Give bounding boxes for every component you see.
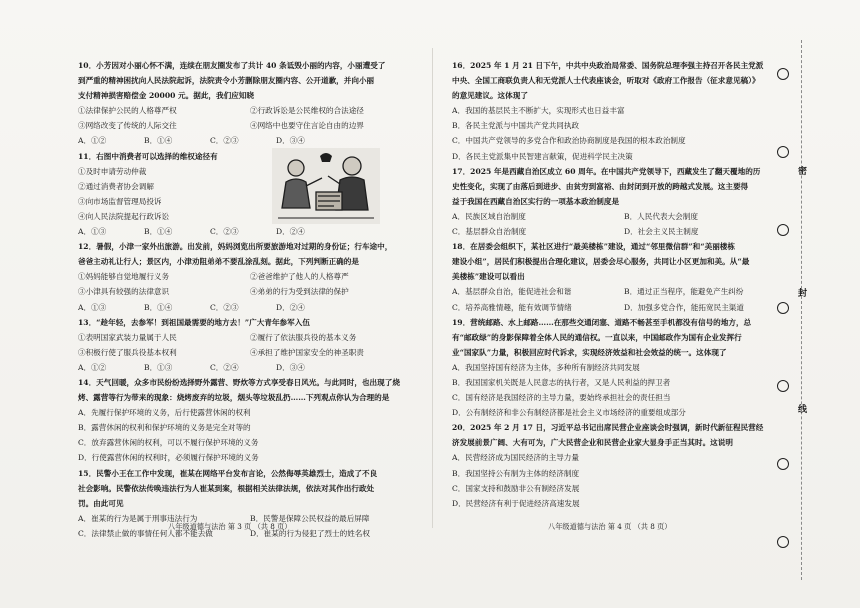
answer-choice: D．③④ xyxy=(276,136,305,146)
option-line: C．国家支持和鼓励非公有制经济发展 xyxy=(452,483,580,493)
question-stem-line: 建设小组”，居民们积极提出合理化建议，居委会尽心服务，共同让小区更加和美。从“最 xyxy=(452,257,750,267)
option-text: ②行政诉讼是公民维权的合法途径 xyxy=(250,106,364,116)
consumer-dispute-illustration xyxy=(272,148,380,224)
answer-choice-row xyxy=(78,133,410,148)
option-row xyxy=(78,118,410,133)
question-stem-line: 中央、全国工商联负责人和无党派人士代表座谈会，听取对《政府工作报告（征求意见稿）》 xyxy=(452,76,760,86)
question-stem-line: 烤、露营等行为带来的现象：烧烤废弃的垃圾，烟头等垃圾乱扔……下列观点你认为合理的是 xyxy=(78,393,390,403)
question-stem-line: 史性变化，实现了由落后到进步、由贫穷到富裕、由封闭到开放的跨越式发展。这主要得 xyxy=(452,181,749,191)
option-text: ①妈妈能够自觉地履行义务 xyxy=(78,272,170,282)
question-stem-line: 济发展前景广阔、大有可为，广大民营企业和民营企业家大显身手正当其时。这说明 xyxy=(452,438,733,448)
option-line: ④向人民法院提起行政诉讼 xyxy=(78,211,170,221)
option-line: ②通过消费者协会调解 xyxy=(78,181,154,191)
option-line: A．先履行保护环境的义务，后行使露营休闲的权利 xyxy=(78,408,251,418)
option-line: D．民营经济有利于促进经济高速发展 xyxy=(452,498,580,508)
answer-choice: B．①④ xyxy=(144,136,173,146)
option-line: C．放弃露营休闲的权利，可以不履行保护环境的义务 xyxy=(78,438,259,448)
question-stem-line: 16．2025 年 1 月 21 日下午，中共中央政治局常委、国务院总理李强主持召开各民主党派 xyxy=(452,61,764,70)
answer-choice: D．③④ xyxy=(276,362,305,372)
binding-cut-line xyxy=(801,40,802,580)
question-stem-line: 益于我国在西藏自治区实行的一项基本政治制度是 xyxy=(452,196,620,206)
option-text: ②爸爸维护了他人的人格尊严 xyxy=(250,272,349,282)
option-row xyxy=(78,345,410,360)
option-text: A．崔某的行为是属于刑事违法行为 xyxy=(78,513,198,523)
answer-choice: C．②③ xyxy=(210,136,239,146)
question-stem-line: 到严重的精神困扰向人民法院起诉，法院责令小芳删除朋友圈内容、公开道歉，并向小丽 xyxy=(78,76,375,86)
question-stem-line: 10．小芳因对小丽心怀不满，连续在朋友圈发布了共计 40 条诋毁小丽的内容，小丽遭受了 xyxy=(78,61,386,70)
answer-choice: D．②④ xyxy=(276,227,305,237)
option-row xyxy=(78,269,410,284)
question-stem-line: 15．民警小王在工作中发现，崔某在网络平台发布言论，公然侮辱英雄烈士，造成了不良 xyxy=(78,468,378,478)
question-stem-line: 18．在居委会组织下，某社区进行“最美楼栋”建设，通过“邻里微信群”和“美丽楼栋 xyxy=(452,242,735,252)
binding-hole xyxy=(777,302,789,314)
binding-word-xian: 线 xyxy=(796,404,806,417)
answer-choice-row xyxy=(78,300,410,315)
option-text: D．加强多党合作，能拓宽民主渠道 xyxy=(624,302,744,312)
option-text: ②履行了依法服兵役的基本义务 xyxy=(250,332,357,342)
binding-hole xyxy=(777,146,789,158)
left-page-column xyxy=(78,58,410,541)
answer-choice: B．①④ xyxy=(144,302,173,312)
answer-choice: D．②④ xyxy=(276,302,305,312)
option-line: B．各民主党派与中国共产党共同执政 xyxy=(452,121,580,131)
option-line: A．我国的基层民主不断扩大，实现形式也日益丰富 xyxy=(452,106,625,116)
answer-choice-row xyxy=(78,224,410,239)
option-text: ③网络改变了传统的人际交往 xyxy=(78,121,177,131)
page-gutter xyxy=(432,48,433,528)
option-text: ④网络中也要守住言论自由的边界 xyxy=(250,121,364,131)
answer-choice: C．②③ xyxy=(210,302,239,312)
option-text: C．基层群众自治制度 xyxy=(452,227,527,237)
binding-hole xyxy=(777,458,789,470)
option-row xyxy=(452,300,770,315)
option-line: C．中国共产党领导的多党合作和政治协商制度是我国的根本政治制度 xyxy=(452,136,686,146)
option-line: ③向市场监督管理局投诉 xyxy=(78,196,162,206)
option-line: D．公有制经济和非公有制经济都是社会主义市场经济的重要组成部分 xyxy=(452,408,686,418)
left-page-footer: 八年级道德与法治 第 3 页 （共 8 页） xyxy=(168,522,292,531)
binding-hole xyxy=(777,68,789,80)
option-text: A．民族区域自治制度 xyxy=(452,211,526,221)
option-line: ①及时申请劳动仲裁 xyxy=(78,166,147,176)
question-stem-line: 17．2025 年是西藏自治区成立 60 周年。在中国共产党领导下，西藏发生了翻天覆地的历 xyxy=(452,166,761,176)
binding-word-mi: 密 xyxy=(796,166,806,179)
question-stem-line: 19．营统邮路、水上邮路……在那些交通闭塞、道路不畅甚至手机都没有信号的地方，总 xyxy=(452,317,752,327)
option-text: ①法律保护公民的人格尊严权 xyxy=(78,106,177,116)
right-page-column xyxy=(452,58,770,511)
option-row xyxy=(78,103,410,118)
question-stem-line: 13．“趁年轻，去参军！到祖国最需要的地方去！”广大青年参军入伍 xyxy=(78,317,310,327)
answer-choice: C．②③ xyxy=(210,227,239,237)
question-stem-line: 12．暑假，小津一家外出旅游。出发前，妈妈浏览出所要旅游地对过期的身份证；行车途中， xyxy=(78,242,393,252)
answer-choice-row xyxy=(78,360,410,375)
option-line: D．行使露营休闲的权利时，必须履行保护环境的义务 xyxy=(78,453,259,463)
answer-choice: A．①② xyxy=(78,136,107,146)
answer-choice: A．①③ xyxy=(78,302,107,312)
option-text: C．培养高雅情趣，能有效调节情绪 xyxy=(452,302,572,312)
option-row xyxy=(78,284,410,299)
option-text: B．人民代表大会制度 xyxy=(624,211,698,221)
option-line: B．露营休闲的权利和保护环境的义务是完全对等的 xyxy=(78,423,251,433)
binding-hole xyxy=(777,224,789,236)
question-stem-line: 14．天气回暖，众多市民纷纷选择野外露营、野炊等方式享受春日风光。与此同时，也出现了烧 xyxy=(78,377,400,387)
option-text: B．民警是保障公民权益的最后屏障 xyxy=(250,513,370,523)
question-stem-line: 的意见建议。这体现了 xyxy=(452,91,528,101)
answer-choice: B．①④ xyxy=(144,227,173,237)
option-text: C．法律禁止做的事情任何人都不能去做 xyxy=(78,528,213,538)
option-row xyxy=(452,284,770,299)
question-stem-line: 罚。由此可见 xyxy=(78,498,124,508)
answer-choice: A．①③ xyxy=(78,227,107,237)
option-row xyxy=(452,224,770,239)
option-text: ④承担了维护国家安全的神圣职责 xyxy=(250,347,364,357)
option-text: D．社会主义民主制度 xyxy=(624,227,699,237)
binding-hole xyxy=(777,536,789,548)
option-line: A．民营经济成为国民经济的主导力量 xyxy=(452,453,579,463)
option-text: B．通过正当程序，能避免产生纠纷 xyxy=(624,287,744,297)
question-stem-line: 有“邮政绿”的身影保障着全体人民的通信权。一直以来，中国邮政作为国有企业发挥行 xyxy=(452,332,742,342)
question-stem-line: 美楼栋”建设可以看出 xyxy=(452,272,525,282)
right-page-footer: 八年级道德与法治 第 4 页 （共 8 页） xyxy=(548,522,672,531)
answer-choice: B．①③ xyxy=(144,362,173,372)
question-stem-line: 11．右图中消费者可以选择的维权途径有 xyxy=(78,151,218,161)
answer-choice: C．②④ xyxy=(210,362,239,372)
option-line: A．我国坚持国有经济为主体，多种所有制经济共同发展 xyxy=(452,362,640,372)
question-stem-line: 支付精神损害赔偿金 20000 元。据此，我们应知晓 xyxy=(78,91,254,101)
question-stem-line: 业“国家队”力量，积极回应时代诉求，实现经济效益和社会效益的统一。这体现了 xyxy=(452,347,727,357)
option-text: ③小津具有较强的法律意识 xyxy=(78,287,170,297)
option-line: C．国有经济是我国经济的主导力量，要始终承担社会的责任担当 xyxy=(452,393,671,403)
question-stem-line: 社会影响。民警依法传唤违法行为人崔某到案，根据相关法律法规，依法对其作出行政处 xyxy=(78,483,375,493)
binding-margin xyxy=(769,40,805,580)
option-line: B．我国坚持公有制为主体的经济制度 xyxy=(452,468,580,478)
option-line: B．我国国家机关既是人民意志的执行者，又是人民利益的捍卫者 xyxy=(452,377,671,387)
option-row xyxy=(78,330,410,345)
option-text: A．基层群众自治，能促进社会和谐 xyxy=(452,287,572,297)
option-text: ④弟弟的行为受到法律的保护 xyxy=(250,287,349,297)
option-text: D．崔某的行为侵犯了烈士的姓名权 xyxy=(250,528,370,538)
option-text: ①表明国家武装力量属于人民 xyxy=(78,332,177,342)
question-stem-line: 20．2025 年 2 月 17 日，习近平总书记出席民营企业座谈会时强调，新时代新征程民营经 xyxy=(452,423,764,433)
binding-hole xyxy=(777,380,789,392)
question-stem-line: 爸爸主动礼让行人；景区内，小津劝阻弟弟不要乱涂乱刻。据此，下列判断正确的是 xyxy=(78,257,359,267)
option-text: ③积极行使了服兵役基本权利 xyxy=(78,347,177,357)
answer-choice: A．①② xyxy=(78,362,107,372)
option-row xyxy=(452,209,770,224)
binding-word-feng: 封 xyxy=(796,288,806,301)
option-line: D．各民主党派集中民智建言献策，促进科学民主决策 xyxy=(452,151,633,161)
